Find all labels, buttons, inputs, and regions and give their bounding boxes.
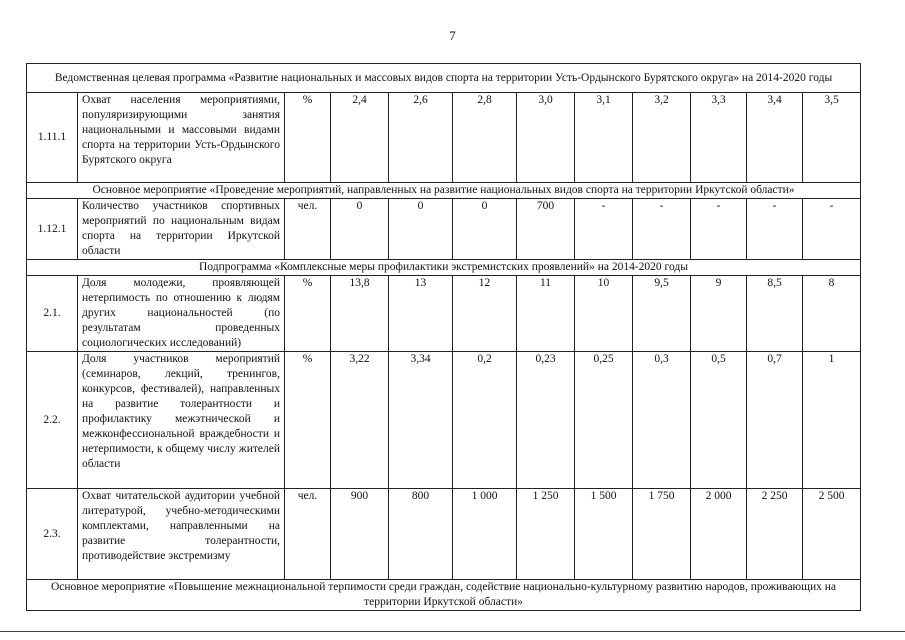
row-value: 0 [389,199,453,260]
row-value: 2,8 [453,93,517,183]
row-value: 1 000 [453,489,517,580]
row-value: 3,2 [633,93,691,183]
row-code: 2.3. [27,489,78,580]
row-value: 8,5 [747,276,803,352]
row-code: 1.12.1 [27,199,78,260]
row-value: 3,34 [389,352,453,489]
row-value: 0,25 [575,352,633,489]
row-value: 2 500 [803,489,861,580]
row-unit: чел. [285,489,331,580]
row-value: 0 [331,199,389,260]
row-value: 12 [453,276,517,352]
page-bottom-rule [0,631,905,632]
row-value: 3,22 [331,352,389,489]
row-value: 9 [691,276,747,352]
row-unit: % [285,93,331,183]
row-unit: % [285,276,331,352]
row-value: 13 [389,276,453,352]
row-value: 0,2 [453,352,517,489]
row-value: 2 000 [691,489,747,580]
row-value: 700 [517,199,575,260]
row-value: - [803,199,861,260]
row-value: 1 [803,352,861,489]
row-value: 3,0 [517,93,575,183]
row-value: 3,5 [803,93,861,183]
section-row-subprogram [27,260,861,276]
row-value: 3,4 [747,93,803,183]
row-value: 0,5 [691,352,747,489]
indicators-table [26,63,861,611]
row-value: 11 [517,276,575,352]
row-value: - [747,199,803,260]
row-value: - [575,199,633,260]
row-description: Доля молодежи, проявляющей нетерпимость по отношению к людям других национальностей (по результатам проведенных социологических исследований) [78,276,285,352]
row-value: 2 250 [747,489,803,580]
row-value: 8 [803,276,861,352]
table-row [27,199,861,260]
section-subprogram: Подпрограмма «Комплексные меры профилактики экстремистских проявлений» на 2014-2020 годы [27,260,861,276]
row-value: 3,1 [575,93,633,183]
row-value: 1 500 [575,489,633,580]
row-value: 800 [389,489,453,580]
row-description: Охват населения мероприятиями, популяризирующими занятия национальными и массовыми видами спорта на территории Усть-Ордынского Бурятского округа [78,93,285,183]
row-description: Охват читательской аудитории учебной литературой, учебно-методическими комплектами, направленными на развитие толерантности, противодействие экстремизму [78,489,285,580]
row-value: 9,5 [633,276,691,352]
row-value: 0 [453,199,517,260]
row-value: 13,8 [331,276,389,352]
page-number: 7 [449,28,456,43]
row-value: - [633,199,691,260]
row-value: - [691,199,747,260]
row-value: 1 750 [633,489,691,580]
row-value: 900 [331,489,389,580]
row-value: 1 250 [517,489,575,580]
table-row [27,352,861,489]
row-value: 0,23 [517,352,575,489]
section-row-program [27,64,861,93]
row-value: 10 [575,276,633,352]
row-value: 0,3 [633,352,691,489]
table-row [27,276,861,352]
row-unit: чел. [285,199,331,260]
row-value: 0,7 [747,352,803,489]
table-row [27,93,861,183]
section-measure-tolerance: Основное мероприятие «Повышение межнациональной терпимости среди граждан, содействие национально-культурному развитию народов, проживающих на территории Иркутской области» [27,580,861,611]
row-unit: % [285,352,331,489]
row-value: 2,4 [331,93,389,183]
section-program: Ведомственная целевая программа «Развитие национальных и массовых видов спорта на территории Усть-Ордынского Бурятского округа» на 2014-2020 годы [27,64,861,93]
row-value: 2,6 [389,93,453,183]
row-description: Доля участников мероприятий (семинаров, лекций, тренингов, конкурсов, фестивалей), направленных на развитие толерантности и профилактику межэтнической и межконфессиональной враждебности и нетерпимости, к общему числу жителей области [78,352,285,489]
row-description: Количество участников спортивных мероприятий по национальным видам спорта на территории Иркутской области [78,199,285,260]
row-value: 3,3 [691,93,747,183]
table-row [27,489,861,580]
row-code: 2.1. [27,276,78,352]
row-code: 2.2. [27,352,78,489]
section-measure-sport: Основное мероприятие «Проведение мероприятий, направленных на развитие национальных видов спорта на территории Иркутской области» [27,183,861,199]
row-code: 1.11.1 [27,93,78,183]
section-row-measure-sport [27,183,861,199]
section-row-measure-tolerance [27,580,861,611]
